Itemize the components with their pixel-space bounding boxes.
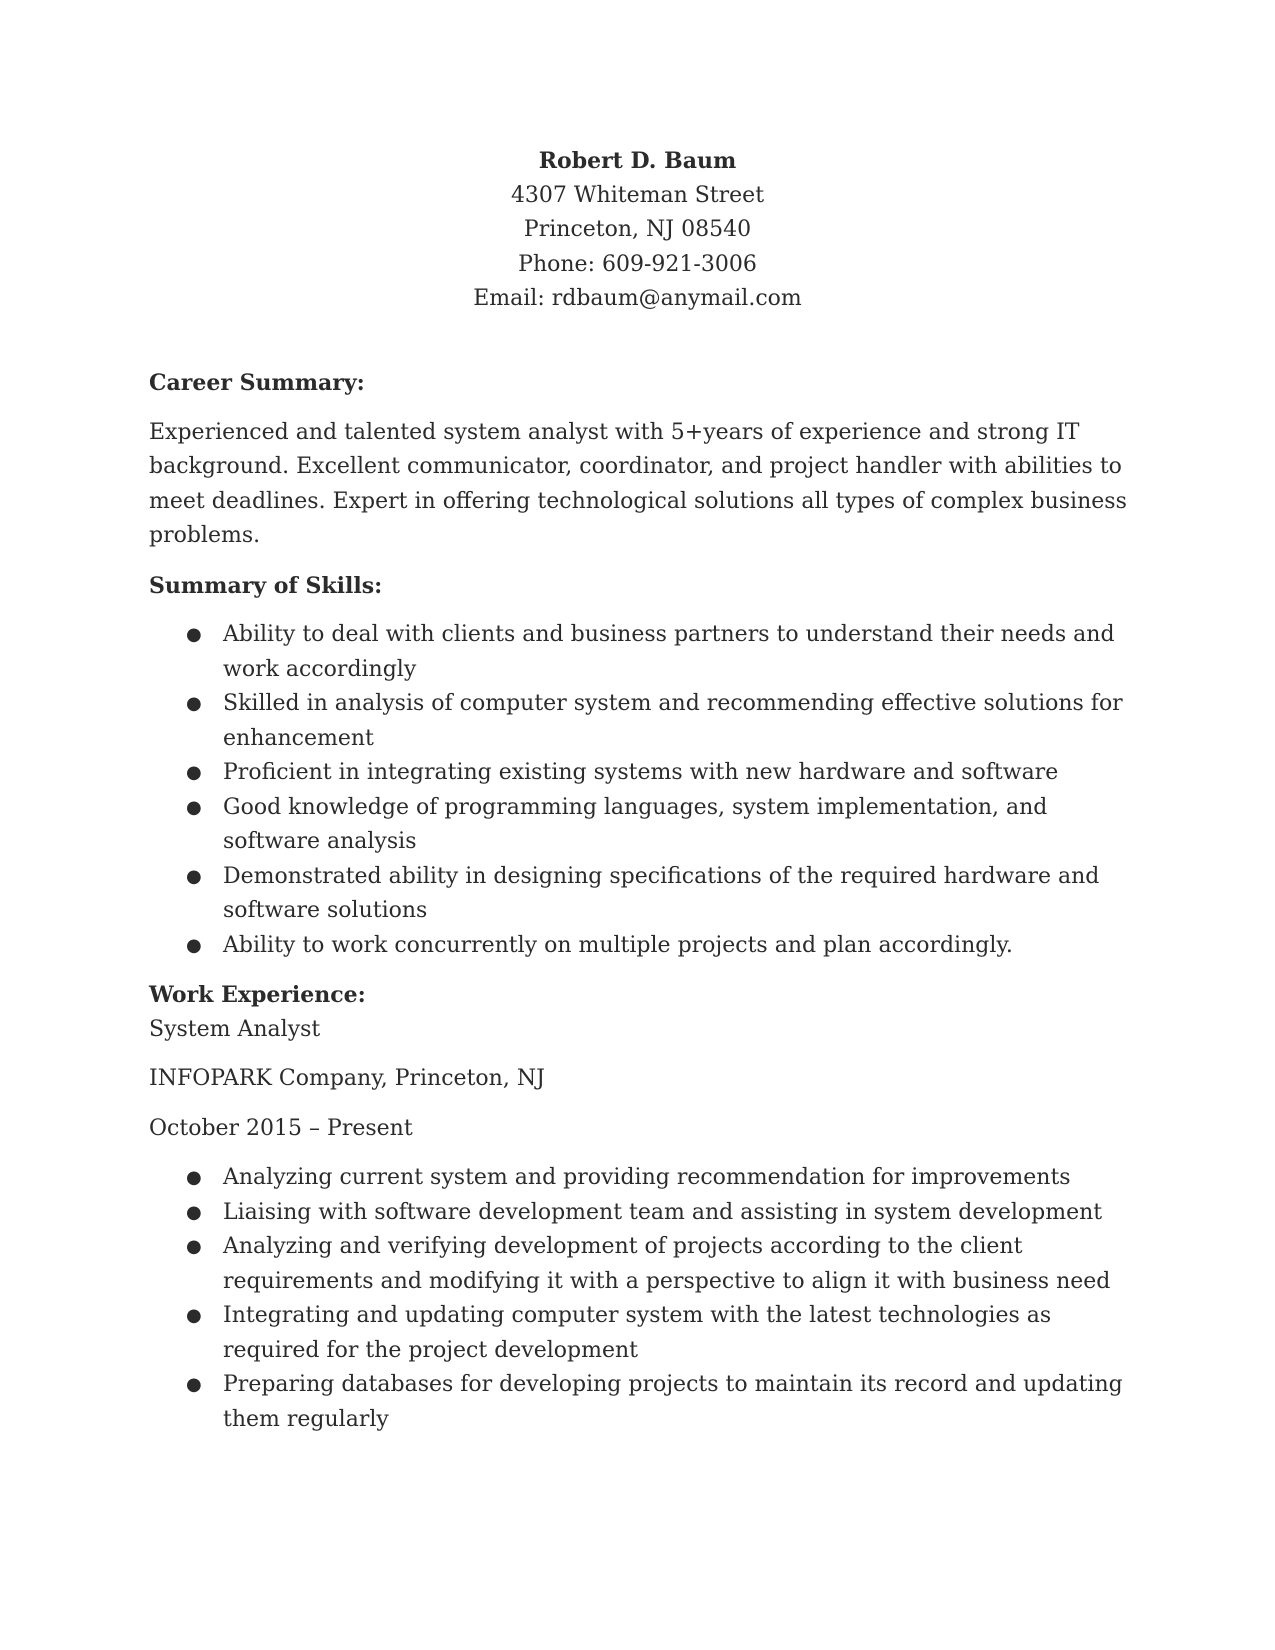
list-item — [149, 756, 1129, 791]
contact-header — [0, 144, 1275, 317]
list-item — [149, 618, 1129, 687]
bullet-icon: ● — [186, 1305, 202, 1326]
list-item-text: Ability to deal with clients and business partners to understand their needs and work accordingly — [223, 622, 1115, 682]
list-item — [149, 687, 1129, 756]
list-item-text: Liaising with software development team and assisting in system development — [223, 1199, 1103, 1225]
list-item-text: Good knowledge of programming languages, system implementation, and software analysis — [223, 794, 1048, 854]
skills-heading: Summary of Skills: — [149, 572, 383, 599]
employment-dates: October 2015 – Present — [149, 1115, 413, 1141]
bullet-icon: ● — [186, 1374, 202, 1395]
job-title: System Analyst — [149, 1016, 321, 1042]
career-summary-text: Experienced and talented system analyst with 5+years of experience and strong IT background. Excellent communicator, coordinator, and project handler with abilities to meet deadlines. Expert in offering technological solutions all types of complex business problems. — [149, 419, 1127, 548]
bullet-icon: ● — [186, 934, 202, 956]
bullet-icon: ● — [186, 624, 202, 645]
company-name: INFOPARK Company, Princeton, NJ — [149, 1066, 545, 1091]
list-item — [149, 791, 1129, 860]
resume-body — [149, 366, 1129, 1452]
list-item-text: Ability to work concurrently on multiple projects and plan accordingly. — [223, 932, 1013, 958]
list-item-text: Integrating and updating computer system with the latest technologies as required for the project development — [223, 1303, 1052, 1363]
list-item-text: Preparing databases for developing projects to maintain its record and updating them regularly — [223, 1372, 1123, 1432]
email-line: Email: rdbaum@anymail.com — [473, 286, 802, 311]
list-item — [149, 1196, 1129, 1231]
bullet-icon: ● — [186, 865, 202, 887]
address-city: Princeton, NJ 08540 — [523, 217, 752, 242]
list-item-text: Analyzing and verifying development of projects according to the client requirements and modifying it with a perspective to align it with business need — [223, 1234, 1111, 1294]
list-item-text: Proficient in integrating existing systems with new hardware and software — [223, 760, 1059, 785]
work-experience-heading: Work Experience: — [149, 982, 366, 1008]
list-item — [149, 929, 1129, 964]
bullet-icon: ● — [186, 796, 202, 818]
list-item-text: Analyzing current system and providing recommendation for improvements — [223, 1165, 1071, 1190]
list-item — [149, 1368, 1129, 1437]
career-summary-heading: Career Summary: — [149, 370, 365, 396]
list-item-text: Demonstrated ability in designing specifications of the required hardware and software solutions — [223, 863, 1100, 923]
bullet-icon: ● — [186, 1236, 202, 1257]
bullet-icon: ● — [186, 693, 202, 714]
bullet-icon: ● — [186, 762, 202, 783]
list-item-text: Skilled in analysis of computer system and recommending effective solutions for enhancement — [223, 691, 1123, 751]
phone-line: Phone: 609-921-3006 — [518, 251, 757, 277]
list-item — [149, 860, 1129, 929]
work-duties-list — [149, 1161, 1129, 1437]
list-item — [149, 1230, 1129, 1299]
address-street: 4307 Whiteman Street — [510, 182, 765, 208]
candidate-name: Robert D. Baum — [538, 148, 737, 174]
skills-list — [149, 618, 1129, 963]
list-item — [149, 1161, 1129, 1196]
list-item — [149, 1299, 1129, 1368]
bullet-icon: ● — [186, 1167, 202, 1188]
bullet-icon: ● — [186, 1201, 202, 1223]
